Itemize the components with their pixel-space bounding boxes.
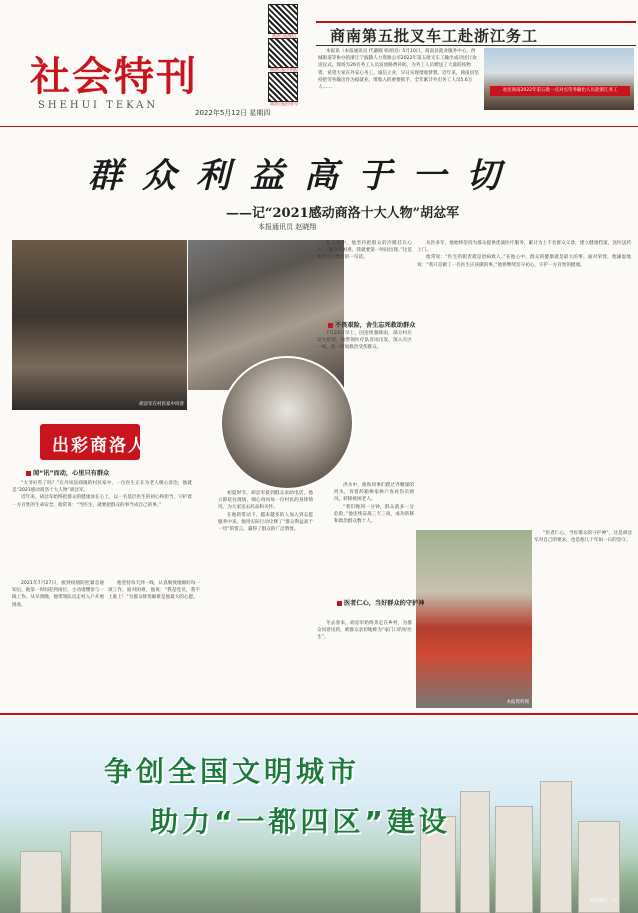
top-story-lead: 本报讯（本报通讯员 代谦刚 柏青园）5月10日，商南县就业服务中心、西城街道等协办的浙江宁波籍人力资源公司2022年第五批叉车工输出成功送行欢送仪式。现场为26名务工人员发放路费补助，为务工人员赠送了大量防疫物资，希望大家在外安心务工、诚信立业，早日实现增收梦想。近年来，商南县坚持把劳务输出作为稳就业、增收入的重要抓手，全年累计外出务工人员5.6万人……	[318, 49, 479, 91]
banner-slogan-line2: 助力“一都四区”建设	[150, 805, 451, 838]
article-column: 他坚持每天到一线，认真细致地做好每一项工作。面对困难，他说：“我是党员，我不上谁上！”为群众排忧解难是他最大的心愿。	[108, 581, 200, 601]
top-story-photo	[484, 48, 634, 110]
feature-tag-text: 出彩商洛人	[52, 436, 147, 456]
article-column: “大爷好些了吗？”在丹凤县商镇的村民家中，一位医生正在为老人细心诊治，他就是“2021感动商洛十大人物”胡忿军。 近年来，胡忿军始终把群众的健康放在心上，以一名基层医生的初心和担当，守护着一方百姓的生命安全。他常说：“当医生，就要把群众的事当成自己的事。”	[12, 481, 192, 508]
photo-rescue	[416, 530, 532, 708]
article-column: 2021年7月27日，接到疫情防控紧急通知后，他第一时间赶到岗位，主动请缨参与一线工作。从早到晚，他带领队员走村入户开展排查。	[12, 581, 104, 608]
top-story-title: 商南第五批叉车工赴浙江务工	[330, 27, 539, 45]
section-heading: 不畏艰险，舍生忘死救助群众	[328, 320, 415, 329]
qr-label: 商洛日报抖音号	[270, 101, 298, 106]
bullet-icon	[328, 323, 333, 328]
banner-slogan-line1: 争创全国文明城市	[104, 755, 361, 788]
issue-date: 2022年5月12日 星期四	[195, 109, 271, 117]
photo-caption: 本报资料图	[506, 700, 529, 705]
section-divider	[0, 126, 638, 127]
banner-caption: 商洛城区一角	[590, 899, 617, 904]
qr-code-icon[interactable]	[268, 4, 298, 34]
masthead-pinyin: SHEHUI TEKAN	[38, 100, 159, 111]
article-column: 初夏时节，胡忿军接到群众求助电话，他立即赶往现场，细心询问每一位村民的身体情况，为大家送去药品和关怀。 在他的带动下，越来越多的人加入到志愿服务中来。他用实际行动诠释了“群众利益高于一切”的誓言，赢得了群众的广泛赞誉。	[218, 491, 313, 533]
building-shape	[20, 851, 62, 913]
photo-banner-text: 欢送商南2022年第五批一点对点劳务输出人员赴浙江务工	[490, 86, 630, 96]
photo-doctor-visit	[12, 240, 187, 410]
banner-rule	[0, 713, 638, 715]
qr-code-icon[interactable]	[268, 38, 298, 68]
sub-headline: ——记“2021感动商洛十大人物”胡忿军	[226, 206, 460, 221]
building-shape	[540, 781, 572, 913]
masthead-title: 社会特刊	[30, 53, 198, 100]
byline: 本报通讯员 赵晓翔	[258, 223, 317, 231]
building-shape	[70, 831, 102, 913]
building-shape	[495, 806, 533, 913]
main-headline: 群众利益高于一切	[88, 156, 520, 196]
bullet-icon	[337, 601, 342, 606]
building-shape	[460, 791, 490, 913]
qr-label: 商洛日报手机报	[270, 67, 298, 72]
top-rule	[316, 21, 636, 23]
article-column: 洪水中，他和同事们蹚过齐腰深的河水，背着药箱挨家挨户查看伤员情况，转移被困老人。 “我们晚到一分钟，群众就多一分危险。”他连续奋战三天三夜，成功转移和救治群众数十人。	[334, 483, 414, 525]
article-column: 冬去春来，胡忿军始终奔走在乡村，为群众问诊送药，被群众亲切地称为“家门口的好医生”。	[317, 621, 412, 641]
article-column: 从医多年，他始终坚持为群众提供优质医疗服务，累计为上千名群众义诊，建立健康档案，送医送药上门。 他常说：“医生的职责就是治病救人。”在他心中，群众的健康就是最大的事。面对荣誉，他谦虚地说：“我只是做了一名医生应该做的事。”他将继续坚守初心，守护一方百姓的健康。	[417, 241, 631, 268]
article-column: 7月23日早上，因连续强降雨，部分村庄发生险情，他带领医疗队冒雨出发，深入灾区一线，第一时间救治受伤群众。	[317, 331, 412, 351]
photo-caption: 胡忿军在村民家中问诊	[139, 402, 184, 407]
section-heading: 闻“讯”而动，心里只有群众	[26, 468, 109, 477]
article-column: “医者仁心，当好群众的守护神”，这是胡忿军对自己的要求，也是他几十年如一日的坚守。	[534, 531, 632, 544]
qr-label: 商洛日报微信	[272, 33, 296, 38]
top-rule-thin	[316, 45, 636, 46]
photo-circle-worker	[220, 356, 354, 490]
bullet-icon	[26, 471, 31, 476]
section-heading: 医者仁心，当好群众的守护神	[337, 598, 424, 607]
qr-code-icon[interactable]	[268, 72, 298, 102]
article-column: 在工作中，他坚持把群众的冷暖挂在心上，“群众有困难，我就要第一时间出现。”这是他常挂在嘴边的一句话。	[317, 241, 412, 261]
